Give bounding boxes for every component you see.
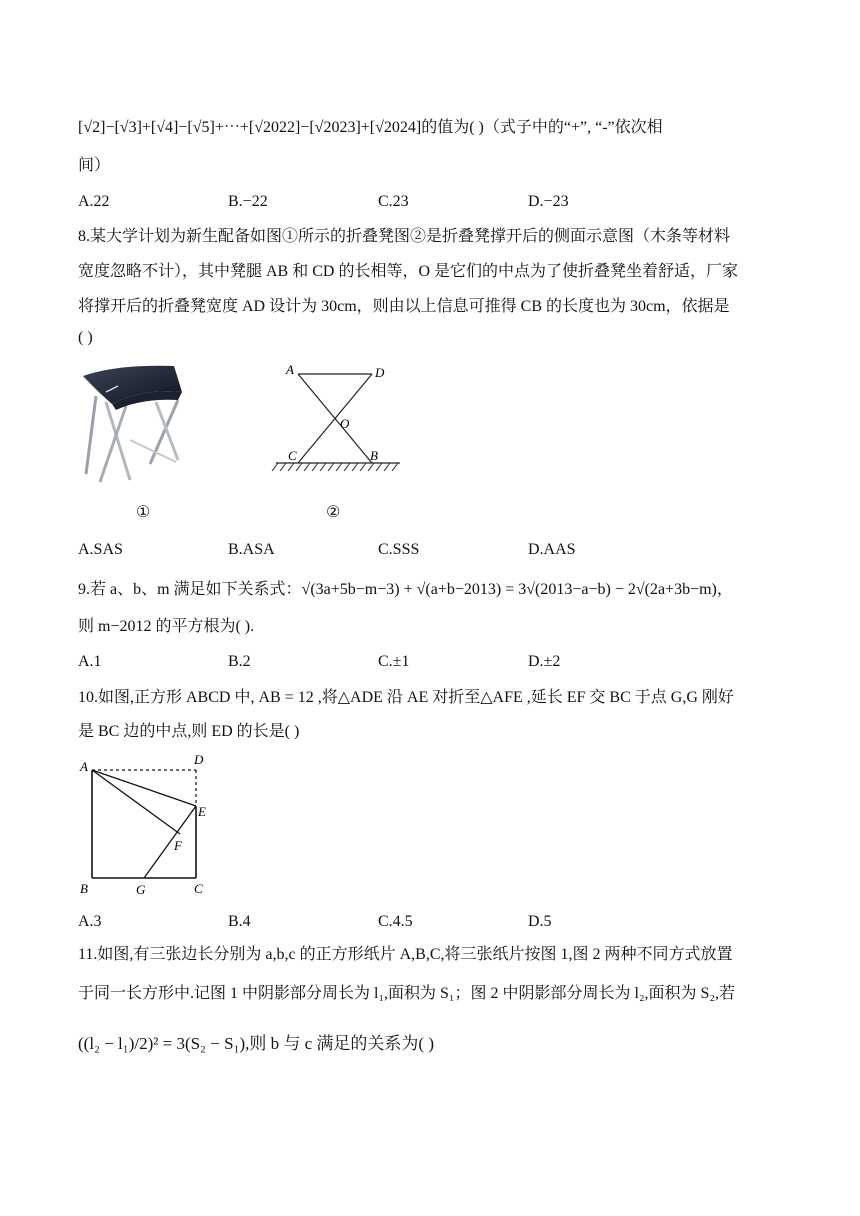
q11-formula-expression: ((l₂ − l₁)/2)² = 3(S₂ − S₁) xyxy=(78,1034,246,1053)
q9-line-1: 9.若 a、b、m 满足如下关系式：√(3a+5b−m−3) + √(a+b−2013) = 3√(2013−a−b) − 2√(2a+3b−m)， xyxy=(78,581,733,598)
q7-expression: [√2]−[√3]+[√4]−[√5]+⋯+[√2022]−[√2023]+[√2024]的值为( )（式子中的“+”, “-”依次相 xyxy=(78,119,663,136)
q7-expression-continued: 间） xyxy=(78,157,111,174)
q8-line-3: 将撑开后的折叠凳宽度 AD 设计为 30cm，则由以上信息可推得 CB 的长度也为 30cm，依据是 xyxy=(78,298,730,315)
q11-formula xyxy=(78,1034,434,1054)
q8-line-4: ( ) xyxy=(78,329,93,346)
point-f-label: F xyxy=(174,838,182,853)
q8-option-a: A.SAS xyxy=(78,541,123,558)
point-c-label: C xyxy=(194,881,203,896)
point-o-label: O xyxy=(340,416,350,431)
q9-line-2: 则 m−2012 的平方根为( ). xyxy=(78,618,255,635)
figure-1-label: ① xyxy=(136,504,151,521)
q7-option-b: B.−22 xyxy=(228,193,268,210)
q8-line-2: 宽度忽略不计），其中凳腿 AB 和 CD 的长相等，O 是它们的中点为了使折叠凳坐着舒适，厂家 xyxy=(78,263,739,280)
q7-option-c: C.23 xyxy=(378,193,409,210)
point-d-label: D xyxy=(194,752,204,767)
q8-option-d: D.AAS xyxy=(528,541,576,558)
q11-line-2: 于同一长方形中.记图 1 中阴影部分周长为 l₁,面积为 S₁；图 2 中阴影部分周长为 l₂,面积为 S₂,若 xyxy=(78,985,736,1002)
point-a-label: A xyxy=(286,362,294,377)
square-fold-diagram xyxy=(74,752,220,902)
q8-option-b: B.ASA xyxy=(228,541,275,558)
folding-stool-photo xyxy=(78,362,188,490)
q8-line-1: 8.某大学计划为新生配备如图①所示的折叠凳图②是折叠凳撑开后的侧面示意图（木条等材料 xyxy=(78,228,731,245)
point-e-label: E xyxy=(198,804,206,819)
q9-option-c: C.±1 xyxy=(378,653,410,670)
point-c-label: C xyxy=(288,448,297,463)
q10-option-a: A.3 xyxy=(78,913,102,930)
folding-stool-diagram xyxy=(268,360,408,480)
q7-option-d: D.−23 xyxy=(528,193,569,210)
q9-option-d: D.±2 xyxy=(528,653,561,670)
q10-option-d: D.5 xyxy=(528,913,552,930)
q8-option-c: C.SSS xyxy=(378,541,420,558)
figure-2-label: ② xyxy=(326,504,341,521)
point-d-label: D xyxy=(375,365,385,380)
q10-option-c: C.4.5 xyxy=(378,913,413,930)
q11-line-1: 11.如图,有三张边长分别为 a,b,c 的正方形纸片 A,B,C,将三张纸片按图 1,图 2 两种不同方式放置 xyxy=(78,946,733,963)
q7-option-a: A.22 xyxy=(78,193,110,210)
point-g-label: G xyxy=(136,882,146,897)
q9-option-a: A.1 xyxy=(78,653,102,670)
q9-option-b: B.2 xyxy=(228,653,251,670)
point-a-label: A xyxy=(80,759,88,774)
q10-line-1: 10.如图,正方形 ABCD 中, AB = 12 ,将△ADE 沿 AE 对折至△AFE ,延长 EF 交 BC 于点 G,G 刚好 xyxy=(78,689,734,706)
q10-option-b: B.4 xyxy=(228,913,251,930)
q11-formula-tail: ,则 b 与 c 满足的关系为( ) xyxy=(245,1034,434,1053)
q10-line-2: 是 BC 边的中点,则 ED 的长是( ) xyxy=(78,723,300,740)
point-b-label: B xyxy=(370,448,378,463)
point-b-label: B xyxy=(80,881,88,896)
